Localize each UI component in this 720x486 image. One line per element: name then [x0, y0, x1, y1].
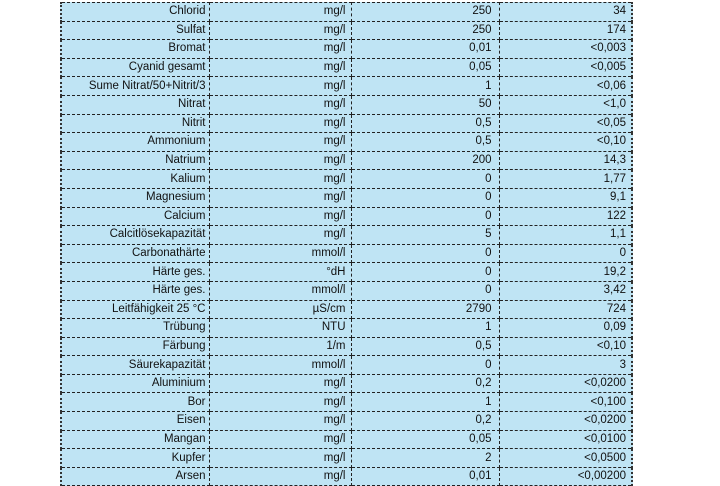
table-row	[61, 207, 632, 226]
table-row	[61, 393, 632, 412]
measured-value-cell[interactable]: <0,0200	[499, 412, 632, 431]
table-row	[61, 58, 632, 77]
unit-cell[interactable]: °dH	[209, 263, 351, 282]
measured-value-cell[interactable]: <0,0200	[499, 374, 632, 393]
limit-value-cell[interactable]: 0,5	[351, 133, 499, 152]
measured-value-cell[interactable]: 34	[499, 3, 632, 22]
parameter-cell[interactable]: Arsen	[61, 467, 209, 486]
limit-value-cell[interactable]: 0,5	[351, 337, 499, 356]
measured-value-cell[interactable]: 0,09	[499, 319, 632, 338]
limit-value-cell[interactable]: 0,05	[351, 58, 499, 77]
limit-value-cell[interactable]: 0,2	[351, 374, 499, 393]
measured-value-cell[interactable]: 0	[499, 244, 632, 263]
table-row	[61, 300, 632, 319]
unit-cell[interactable]: mmol/l	[209, 356, 351, 375]
unit-cell[interactable]: mg/l	[209, 188, 351, 207]
unit-cell[interactable]: mg/l	[209, 77, 351, 96]
measured-value-cell[interactable]: 19,2	[499, 263, 632, 282]
limit-value-cell[interactable]: 0	[351, 188, 499, 207]
unit-cell[interactable]: mg/l	[209, 40, 351, 59]
table-row	[61, 374, 632, 393]
measured-value-cell[interactable]: 122	[499, 207, 632, 226]
unit-cell[interactable]: µS/cm	[209, 300, 351, 319]
limit-value-cell[interactable]: 0,01	[351, 40, 499, 59]
unit-cell[interactable]: mg/l	[209, 95, 351, 114]
limit-value-cell[interactable]: 250	[351, 21, 499, 40]
table-row	[61, 95, 632, 114]
limit-value-cell[interactable]: 0,01	[351, 467, 499, 486]
unit-cell[interactable]: 1/m	[209, 337, 351, 356]
measured-value-cell[interactable]: 9,1	[499, 188, 632, 207]
unit-cell[interactable]: mg/l	[209, 151, 351, 170]
unit-cell[interactable]: mg/l	[209, 3, 351, 22]
unit-cell[interactable]: mg/l	[209, 467, 351, 486]
unit-cell[interactable]: mg/l	[209, 21, 351, 40]
limit-value-cell[interactable]: 0	[351, 244, 499, 263]
limit-value-cell[interactable]: 5	[351, 226, 499, 245]
table-row	[61, 449, 632, 468]
limit-value-cell[interactable]: 0,2	[351, 412, 499, 431]
water-analysis-table	[60, 2, 633, 486]
measured-value-cell[interactable]: 724	[499, 300, 632, 319]
limit-value-cell[interactable]: 250	[351, 3, 499, 22]
limit-value-cell[interactable]: 2	[351, 449, 499, 468]
parameter-cell[interactable]: Chlorid	[61, 3, 209, 22]
limit-value-cell[interactable]: 200	[351, 151, 499, 170]
measured-value-cell[interactable]: <0,0100	[499, 430, 632, 449]
table-row	[61, 244, 632, 263]
limit-value-cell[interactable]: 0	[351, 263, 499, 282]
unit-cell[interactable]: mg/l	[209, 58, 351, 77]
measured-value-cell[interactable]: <0,10	[499, 337, 632, 356]
unit-cell[interactable]: mg/l	[209, 170, 351, 189]
parameter-cell[interactable]: Carbonathärte	[61, 244, 209, 263]
limit-value-cell[interactable]: 0	[351, 207, 499, 226]
limit-value-cell[interactable]: 2790	[351, 300, 499, 319]
parameter-cell[interactable]: Kupfer	[61, 449, 209, 468]
measured-value-cell[interactable]: <0,003	[499, 40, 632, 59]
measured-value-cell[interactable]: <0,005	[499, 58, 632, 77]
parameter-cell[interactable]: Calcitlösekapazität	[61, 226, 209, 245]
unit-cell[interactable]: mg/l	[209, 114, 351, 133]
limit-value-cell[interactable]: 1	[351, 77, 499, 96]
parameter-cell[interactable]: Natrium	[61, 151, 209, 170]
parameter-cell[interactable]: Härte ges.	[61, 281, 209, 300]
table-row	[61, 319, 632, 338]
parameter-cell[interactable]: Aluminium	[61, 374, 209, 393]
parameter-cell[interactable]: Nitrit	[61, 114, 209, 133]
table-row	[61, 21, 632, 40]
unit-cell[interactable]: mmol/l	[209, 281, 351, 300]
parameter-cell[interactable]: Härte ges.	[61, 263, 209, 282]
unit-cell[interactable]: mg/l	[209, 430, 351, 449]
limit-value-cell[interactable]: 1	[351, 319, 499, 338]
measured-value-cell[interactable]: <0,06	[499, 77, 632, 96]
parameter-cell[interactable]: Eisen	[61, 412, 209, 431]
measured-value-cell[interactable]: <0,00200	[499, 467, 632, 486]
measured-value-cell[interactable]: <1,0	[499, 95, 632, 114]
parameter-cell[interactable]: Leitfähigkeit 25 °C	[61, 300, 209, 319]
unit-cell[interactable]: mg/l	[209, 449, 351, 468]
limit-value-cell[interactable]: 0	[351, 356, 499, 375]
table-row	[61, 170, 632, 189]
parameter-cell[interactable]: Sulfat	[61, 21, 209, 40]
limit-value-cell[interactable]: 0	[351, 281, 499, 300]
unit-cell[interactable]: mg/l	[209, 207, 351, 226]
unit-cell[interactable]: mg/l	[209, 133, 351, 152]
limit-value-cell[interactable]: 1	[351, 393, 499, 412]
parameter-cell[interactable]: Nitrat	[61, 95, 209, 114]
table-row	[61, 133, 632, 152]
unit-cell[interactable]: mmol/l	[209, 244, 351, 263]
table-row	[61, 226, 632, 245]
parameter-cell[interactable]: Magnesium	[61, 188, 209, 207]
parameter-cell[interactable]: Mangan	[61, 430, 209, 449]
limit-value-cell[interactable]: 50	[351, 95, 499, 114]
unit-cell[interactable]: mg/l	[209, 393, 351, 412]
table-row	[61, 467, 632, 486]
limit-value-cell[interactable]: 0,05	[351, 430, 499, 449]
measured-value-cell[interactable]: 3,42	[499, 281, 632, 300]
table-row	[61, 151, 632, 170]
unit-cell[interactable]: mg/l	[209, 412, 351, 431]
parameter-cell[interactable]: Bor	[61, 393, 209, 412]
table-row	[61, 188, 632, 207]
table-body	[61, 3, 632, 486]
parameter-cell[interactable]: Säurekapazität	[61, 356, 209, 375]
measured-value-cell[interactable]: 3	[499, 356, 632, 375]
parameter-cell[interactable]: Calcium	[61, 207, 209, 226]
parameter-cell[interactable]: Färbung	[61, 337, 209, 356]
limit-value-cell[interactable]: 0	[351, 170, 499, 189]
measured-value-cell[interactable]: 1,1	[499, 226, 632, 245]
measured-value-cell[interactable]: 1,77	[499, 170, 632, 189]
table-row	[61, 114, 632, 133]
unit-cell[interactable]: mg/l	[209, 226, 351, 245]
measured-value-cell[interactable]: <0,100	[499, 393, 632, 412]
table-row	[61, 430, 632, 449]
table-row	[61, 356, 632, 375]
table-row	[61, 40, 632, 59]
table-row	[61, 77, 632, 96]
parameter-cell[interactable]: Ammonium	[61, 133, 209, 152]
limit-value-cell[interactable]: 0,5	[351, 114, 499, 133]
unit-cell[interactable]: mg/l	[209, 374, 351, 393]
measured-value-cell[interactable]: <0,0500	[499, 449, 632, 468]
unit-cell[interactable]: NTU	[209, 319, 351, 338]
table-row	[61, 337, 632, 356]
measured-value-cell[interactable]: <0,10	[499, 133, 632, 152]
parameter-cell[interactable]: Sume Nitrat/50+Nitrit/3	[61, 77, 209, 96]
table-row	[61, 281, 632, 300]
parameter-cell[interactable]: Bromat	[61, 40, 209, 59]
parameter-cell[interactable]: Cyanid gesamt	[61, 58, 209, 77]
table-row	[61, 263, 632, 282]
parameter-cell[interactable]: Kalium	[61, 170, 209, 189]
measured-value-cell[interactable]: 174	[499, 21, 632, 40]
table-row	[61, 412, 632, 431]
parameter-cell[interactable]: Trübung	[61, 319, 209, 338]
table-row	[61, 3, 632, 22]
measured-value-cell[interactable]: 14,3	[499, 151, 632, 170]
measured-value-cell[interactable]: <0,05	[499, 114, 632, 133]
